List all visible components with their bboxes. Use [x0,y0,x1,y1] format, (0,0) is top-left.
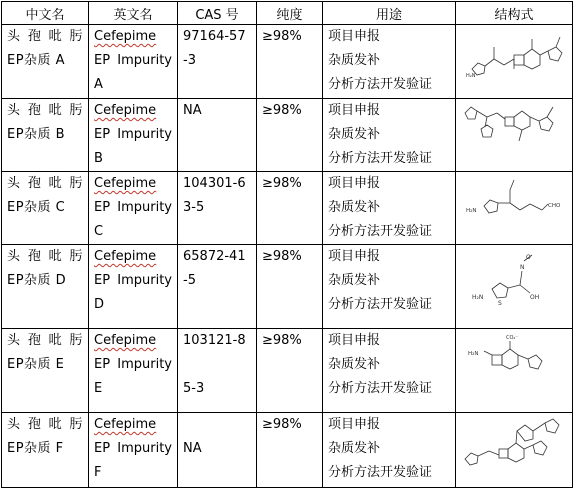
structure-e-image [462,329,566,389]
structure-cell [456,25,573,99]
cn-name-line2: EP杂质 A [7,53,66,68]
en-name-line3: D [94,297,105,312]
usage-line3: 分析方法开发验证 [328,381,433,396]
cn-name-cell [2,99,89,172]
struct-label: H₂N [472,294,484,301]
structure-b-image [461,99,567,157]
cn-name-cell [2,329,89,413]
usage-line3: 分析方法开发验证 [328,297,433,312]
en-name-line1: Cefepime [94,333,157,348]
en-name-cell [89,245,178,329]
header-cas: CAS 号 [178,2,257,25]
cn-name-line2: EP杂质 F [7,441,64,456]
cn-name-cell [2,172,89,245]
header-purity: 纯度 [257,2,323,25]
purity-cell: ≥98% [257,329,323,413]
cn-name-line2: EP杂质 D [7,273,67,288]
purity-cell: ≥98% [257,413,323,488]
structure-cell [456,245,573,329]
structure-c-image [462,172,566,230]
table-row [2,25,573,99]
en-name-line2: EP Impurity [94,200,172,215]
en-name-line3: A [94,77,103,92]
usage-line1: 项目申报 [328,249,381,264]
cas-cell [178,172,257,245]
en-name-line3: B [94,151,103,166]
en-name-line1: Cefepime [94,29,157,44]
cas-cell [178,25,257,99]
en-name-line3: F [94,465,102,480]
usage-line3: 分析方法开发验证 [328,224,433,239]
cas-line1: 65872-41 [183,249,246,264]
usage-cell [323,25,456,99]
structure-cell [456,172,573,245]
usage-cell [323,245,456,329]
usage-line3: 分析方法开发验证 [328,151,433,166]
cas-cell [178,413,257,488]
en-name-line3: E [94,381,103,396]
en-name-cell [89,25,178,99]
cn-name-line1: 头 孢 吡 肟 [7,249,83,264]
struct-label: N [520,264,525,271]
cas-cell [178,245,257,329]
cas-cell [178,99,257,172]
usage-line3: 分析方法开发验证 [328,77,433,92]
struct-label: H₂N [468,351,479,357]
cas-line2: 5-3 [183,381,205,396]
cn-name-line1: 头 孢 吡 肟 [7,176,83,191]
en-name-line2: EP Impurity [94,441,172,456]
cas-line1: 97164-57 [183,29,246,44]
cn-name-line2: EP杂质 B [7,127,66,142]
header-cn-name: 中文名 [2,2,89,25]
header-usage: 用途 [323,2,456,25]
cn-name-line1: 头 孢 吡 肟 [7,333,83,348]
purity-cell: ≥98% [257,245,323,329]
usage-line2: 杂质发补 [328,273,381,288]
structure-f-image [461,413,567,477]
en-name-line2: EP Impurity [94,53,172,68]
cn-name-line1: 头 孢 吡 肟 [7,103,83,118]
en-name-line1: Cefepime [94,417,157,432]
cn-name-line1: 头 孢 吡 肟 [7,29,83,44]
usage-line2: 杂质发补 [328,357,381,372]
cas-line1: NA [183,441,202,456]
en-name-line1: Cefepime [94,103,157,118]
usage-cell [323,172,456,245]
cn-name-line2: EP杂质 E [7,357,65,372]
usage-line2: 杂质发补 [328,127,381,142]
structure-cell [456,413,573,488]
usage-line1: 项目申报 [328,417,381,432]
cn-name-line1: 头 孢 吡 肟 [7,417,83,432]
en-name-line2: EP Impurity [94,127,172,142]
struct-label: CHO [548,203,561,209]
usage-line1: 项目申报 [328,176,381,191]
cn-name-line2: EP杂质 C [7,200,66,215]
struct-label: H₂N [466,208,477,214]
purity-cell: ≥98% [257,25,323,99]
header-structure: 结构式 [456,2,573,25]
table-row [2,413,573,488]
struct-label: CO₂⁻ [506,335,519,341]
usage-line3: 分析方法开发验证 [328,465,433,480]
en-name-cell [89,413,178,488]
usage-cell [323,413,456,488]
usage-line1: 项目申报 [328,29,381,44]
table-row [2,245,573,329]
cas-line2: -3 [183,53,196,68]
cas-line2: 3-5 [183,200,205,215]
usage-line2: 杂质发补 [328,441,381,456]
usage-line2: 杂质发补 [328,200,381,215]
purity-cell: ≥98% [257,99,323,172]
cn-name-cell [2,413,89,488]
cn-name-cell [2,245,89,329]
en-name-line3: C [94,224,104,239]
en-name-line1: Cefepime [94,249,157,264]
cas-cell [178,329,257,413]
table-row [2,329,573,413]
struct-label: OH [530,294,540,301]
structure-d-image [464,245,564,317]
structure-cell [456,99,573,172]
usage-line1: 项目申报 [328,333,381,348]
usage-line1: 项目申报 [328,103,381,118]
usage-line2: 杂质发补 [328,53,381,68]
purity-cell: ≥98% [257,172,323,245]
structure-a-image [462,25,566,89]
struct-label: S [498,300,502,307]
impurity-table [1,1,573,488]
struct-label: O [526,254,531,261]
cas-line1: 103121-8 [183,333,246,348]
table-row [2,99,573,172]
cas-line2: -5 [183,273,196,288]
en-name-cell [89,329,178,413]
header-en-name: 英文名 [89,2,178,25]
en-name-cell [89,172,178,245]
structure-cell [456,329,573,413]
struct-label: H₂N [466,73,476,79]
table-header-row [2,2,573,25]
en-name-line1: Cefepime [94,176,157,191]
en-name-line2: EP Impurity [94,273,172,288]
en-name-cell [89,99,178,172]
table-row [2,172,573,245]
usage-cell [323,329,456,413]
cas-line1: 104301-6 [183,176,246,191]
cas-line1: NA [183,103,202,118]
usage-cell [323,99,456,172]
en-name-line2: EP Impurity [94,357,172,372]
cn-name-cell [2,25,89,99]
